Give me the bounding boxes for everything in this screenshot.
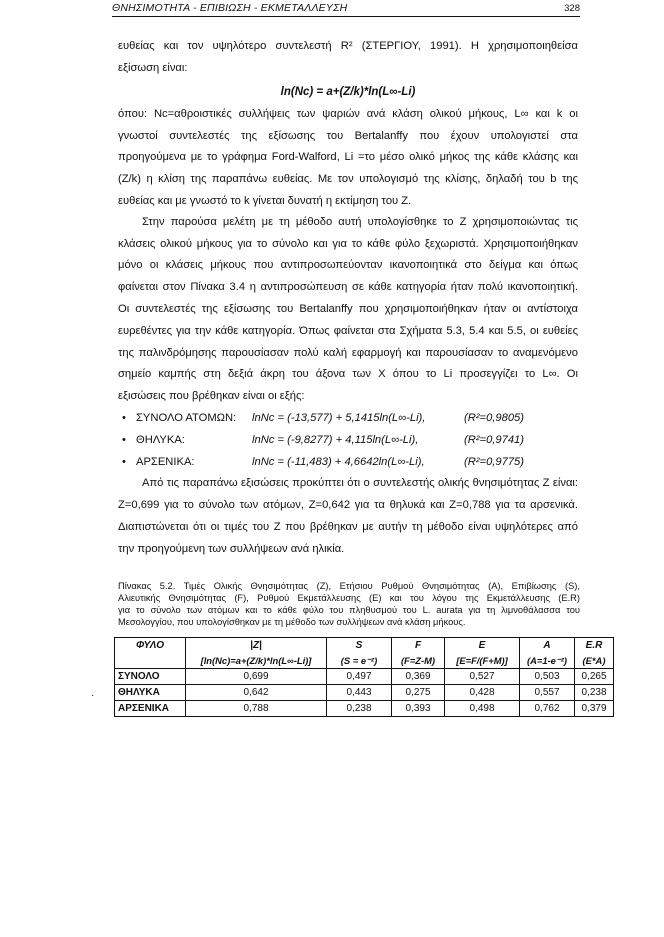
table-row bbox=[115, 685, 614, 701]
page-number: 328 bbox=[564, 3, 580, 14]
para3-line: ευρεθέντες για την κάθε κατηγορία. Όπως φαίνεται στα Σχήματα 5.3, 5.4 και 5.5, οι ευθείες bbox=[118, 325, 578, 337]
table-cell: 0,699 bbox=[186, 669, 327, 685]
table-header-cell: A bbox=[520, 638, 575, 654]
table-cell: 0,642 bbox=[186, 685, 327, 701]
table-header-cell: E bbox=[445, 638, 520, 654]
table-row-label: ΘΗΛΥΚΑ bbox=[115, 685, 186, 701]
bullet-label: ΘΗΛΥΚΑ: bbox=[136, 434, 185, 446]
bullet-label: ΣΥΝΟΛΟ ΑΤΟΜΩΝ: bbox=[136, 412, 237, 424]
table-cell: 0,265 bbox=[575, 669, 614, 685]
bullet-r2: (R²=0,9805) bbox=[464, 412, 525, 424]
para1-line: εξίσωση είναι: bbox=[118, 62, 188, 74]
bullet-r2: (R²=0,9775) bbox=[464, 456, 525, 468]
table-cell: 0,557 bbox=[520, 685, 575, 701]
table-cell: 0,788 bbox=[186, 701, 327, 717]
table-cell: 0,527 bbox=[445, 669, 520, 685]
running-header-title: ΘΝΗΣΙΜΟΤΗΤΑ - ΕΠΙΒΙΩΣΗ - ΕΚΜΕΤΑΛΛΕΥΣΗ bbox=[112, 2, 348, 14]
table-row bbox=[115, 701, 614, 717]
table-header-cell: (A=1-e⁻ᶻ) bbox=[520, 653, 575, 669]
para3-line: εξισώσεις που βρέθηκαν είναι οι εξής: bbox=[118, 390, 305, 402]
bullet-marker: • bbox=[122, 434, 126, 446]
para3-line: μόνο οι κλάσεις μήκους που αντιπροσωπεύονταν ικανοποιητικά στο δείγμα και όπως bbox=[118, 259, 578, 271]
table-cell: 0,503 bbox=[520, 669, 575, 685]
table-cell: 0,238 bbox=[575, 685, 614, 701]
bullet-equation: lnNc = (-13,577) + 5,1415ln(L∞-Li), bbox=[252, 412, 426, 424]
table-cell: 0,369 bbox=[392, 669, 445, 685]
table-row-label: ΑΡΣΕΝΙΚΑ bbox=[115, 701, 186, 717]
para3-line: φαίνεται στον Πίνακα 3.4 η αντιπροσώπευση σε κάθε κατηγορία ήταν πολύ ικανοποιητική. bbox=[118, 281, 578, 293]
table-header-cell: [ln(Nc)=a+(Z/k)*ln(L∞-Li)] bbox=[186, 653, 327, 669]
table-caption-line: Μεσολογγίου, που υπολογίσθηκαν με τη μέθοδο των συλλήψεων ανά κλάση μήκους. bbox=[118, 617, 466, 627]
para1-line: ευθείας και τον υψηλότερο συντελεστή R² (ΣΤΕΡΓΙΟΥ, 1991). Η χρησιμοποιηθείσα bbox=[118, 40, 578, 52]
table-header-cell: S bbox=[327, 638, 392, 654]
equation: ln(Nc) = a+(Z/k)*ln(L∞-Li) bbox=[280, 86, 416, 98]
table-cell: 0,275 bbox=[392, 685, 445, 701]
table-caption-line: για το σύνολο των ατόμων και το κάθε φύλο του πληθυσμού του L. aurata για τη λιμνοθάλασσα του bbox=[118, 605, 580, 615]
table-header-cell: ΦΥΛΟ bbox=[115, 638, 186, 654]
para3-line: κλάσεις ολικού μήκους για το σύνολο και για το κάθε φύλο ξεχωριστά. Χρησιμοποιήθηκαν bbox=[118, 238, 578, 250]
table-cell: 0,498 bbox=[445, 701, 520, 717]
table-cell: 0,443 bbox=[327, 685, 392, 701]
table-cell: 0,238 bbox=[327, 701, 392, 717]
table-header-cell: E.R bbox=[575, 638, 614, 654]
table-header-row bbox=[115, 638, 614, 654]
margin-dot: · bbox=[91, 690, 95, 701]
bullet-equation: lnNc = (-9,8277) + 4,115ln(L∞-Li), bbox=[252, 434, 419, 446]
mortality-table bbox=[114, 637, 614, 717]
table-row bbox=[115, 669, 614, 685]
table-cell: 0,428 bbox=[445, 685, 520, 701]
para2-line: γνωστοί συντελεστές της εξίσωσης του Bertalanffy που έχουν υπολογιστεί στα bbox=[118, 130, 578, 142]
para4-line: Z=0,699 για το σύνολο των ατόμων, Z=0,642 για τα θηλυκά και Z=0,788 για τα αρσενικά. bbox=[118, 499, 578, 511]
para3-line: σημείο καμπής στη δεξιά άκρη του άξονα των X όπου το Li προσεγγίζει το L∞. Οι bbox=[118, 368, 578, 380]
table-cell: 0,393 bbox=[392, 701, 445, 717]
para3-line: της παλινδρόμησης παρουσίασαν πολύ καλή εφαρμογή και παρουσίασαν το αναμενόμενο bbox=[118, 347, 578, 359]
para3-line: Στην παρούσα μελέτη με τη μέθοδο αυτή υπολογίσθηκε το Z χρησιμοποιώντας τις bbox=[142, 216, 578, 228]
bullet-label: ΑΡΣΕΝΙΚΑ: bbox=[136, 456, 195, 468]
table-header-cell: F bbox=[392, 638, 445, 654]
table-cell: 0,497 bbox=[327, 669, 392, 685]
para3-line: Οι συντελεστές της εξίσωσης του Bertalanffy που χρησιμοποιήθηκαν ήταν οι αντίστοιχα bbox=[118, 303, 578, 315]
bullet-equation: lnNc = (-11,483) + 4,6642ln(L∞-Li), bbox=[252, 456, 425, 468]
para4-line: Διαπιστώνεται ότι οι τιμές του Z που βρέθηκαν με αυτήν τη μέθοδο είναι υψηλότερες από bbox=[118, 521, 578, 533]
running-header bbox=[112, 2, 580, 17]
table-caption-line: Αλιευτικής Θνησιμότητας (F), Ρυθμού Εκμετάλλευσης (E) και του λόγου της Εκμετάλλευσης (E.R) bbox=[118, 593, 580, 603]
para4-line: την προηγούμενη των συλλήψεων ανά ηλικία. bbox=[118, 543, 345, 555]
table-cell: 0,762 bbox=[520, 701, 575, 717]
para2-line: ευθείας και με γνωστό το k γίνεται δυνατή η εκτίμηση του Z. bbox=[118, 195, 412, 207]
table-header-cell: (F=Z-M) bbox=[392, 653, 445, 669]
bullet-marker: • bbox=[122, 412, 126, 424]
para2-line: όπου: Nc=αθροιστικές συλλήψεις των ψαριών ανά κλάση ολικού μήκους, L∞ και k οι bbox=[118, 108, 578, 120]
para4-line: Από τις παραπάνω εξισώσεις προκύπτει ότι ο συντελεστής ολικής θνησιμότητας Z είναι: bbox=[142, 477, 578, 489]
table-header-cell: |Z| bbox=[186, 638, 327, 654]
table-header-cell: [E=F/(F+M)] bbox=[445, 653, 520, 669]
table-header-cell: (S = e⁻ᶻ) bbox=[327, 653, 392, 669]
table-cell: 0,379 bbox=[575, 701, 614, 717]
bullet-marker: • bbox=[122, 456, 126, 468]
para2-line: προηγούμενα με το γράφημα Ford-Walford, Li =το μέσο ολικό μήκος της κάθε κλάσης και bbox=[118, 151, 578, 163]
table-caption-line: Πίνακας 5.2. Τιμές Ολικής Θνησιμότητας (Z), Ετήσιου Ρυθμού Θνησιμότητας (A), Επιβίωσης (S), bbox=[118, 581, 580, 591]
table-header-cell bbox=[115, 653, 186, 669]
bullet-r2: (R²=0,9741) bbox=[464, 434, 525, 446]
table-row-label: ΣΥΝΟΛΟ bbox=[115, 669, 186, 685]
para2-line: (Z/k) η κλίση της παραπάνω ευθείας. Με τον υπολογισμό της κλίσης, δηλαδή του b της bbox=[118, 173, 578, 185]
table-header-row bbox=[115, 653, 614, 669]
table-header-cell: (E*A) bbox=[575, 653, 614, 669]
